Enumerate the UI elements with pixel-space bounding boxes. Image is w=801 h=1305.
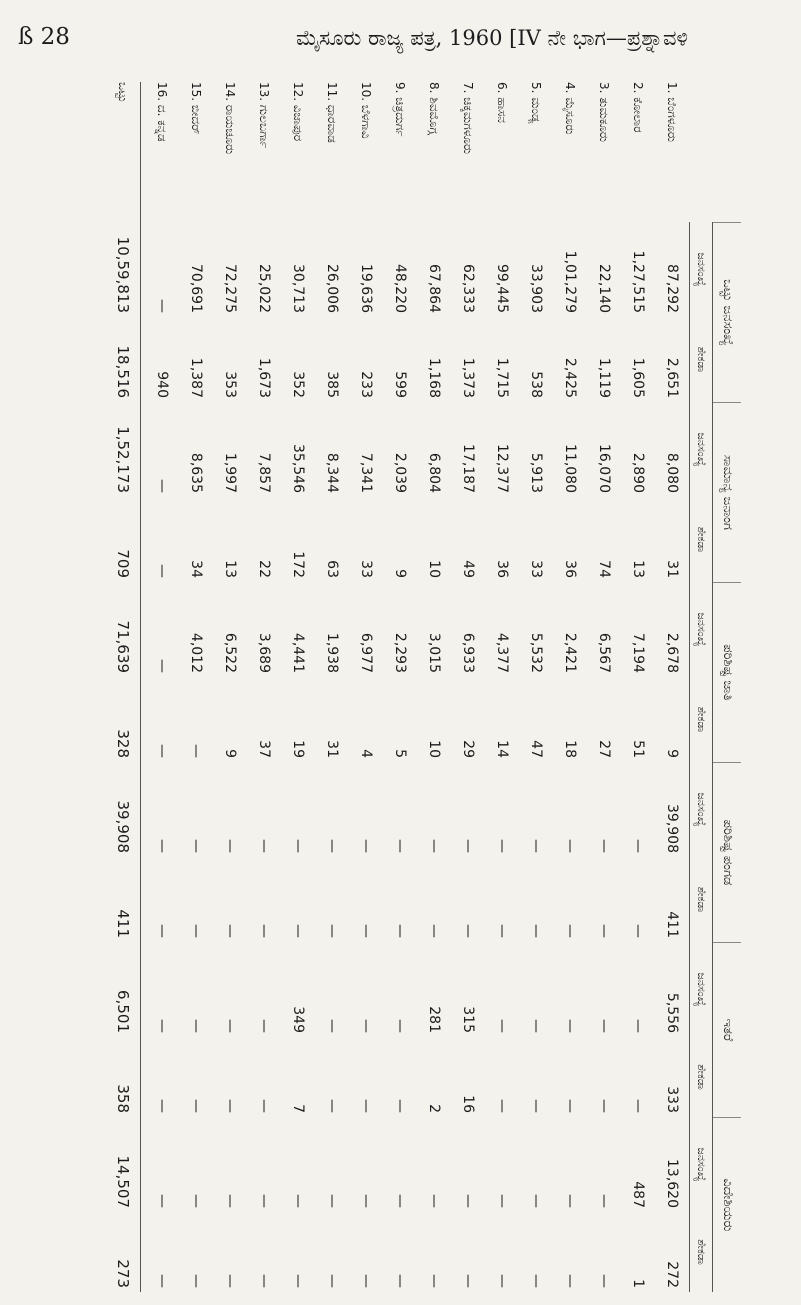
sub-header: ಶೇಕಡಾ — [695, 1064, 708, 1090]
table-cell: — — [154, 1019, 170, 1033]
table-cell: — — [494, 1194, 510, 1208]
table-cell: 273 — [114, 1259, 132, 1288]
table-cell: 272 — [664, 1261, 680, 1288]
table-cell: — — [596, 924, 612, 938]
table-cell: — — [562, 1274, 578, 1288]
table-cell: — — [324, 924, 340, 938]
table-cell: 538 — [528, 371, 544, 398]
table-row — [621, 82, 655, 1292]
table-cell: 172 — [290, 551, 306, 578]
table-cell: 10 — [426, 560, 442, 578]
table-cell: — — [222, 924, 238, 938]
table-cell: 10,59,813 — [114, 236, 132, 313]
table-cell: — — [256, 1274, 272, 1288]
table-cell: — — [392, 1099, 408, 1113]
table-cell: 99,445 — [494, 264, 510, 313]
table-row — [553, 82, 587, 1292]
table-cell: 6,522 — [222, 632, 238, 673]
table-cell: — — [324, 1194, 340, 1208]
table-cell: 7,857 — [256, 452, 272, 493]
table-cell: 13 — [222, 560, 238, 578]
table-cell: — — [256, 924, 272, 938]
row-label: 9. ಚಿತ್ರದುರ್ಗ — [393, 82, 408, 137]
table-cell: — — [154, 839, 170, 853]
table-cell: — — [494, 839, 510, 853]
table-row — [485, 82, 519, 1292]
table-cell: 72,275 — [222, 264, 238, 313]
table-row — [213, 82, 247, 1292]
table-cell: — — [154, 659, 170, 673]
table-cell: 7,341 — [358, 452, 374, 493]
table-cell: — — [426, 924, 442, 938]
table-cell: 8,635 — [188, 452, 204, 493]
table-cell: 36 — [494, 560, 510, 578]
table-cell: — — [630, 924, 646, 938]
table-cell: 36 — [562, 560, 578, 578]
table-cell: 2,293 — [392, 632, 408, 673]
table-cell: 358 — [114, 1084, 132, 1113]
table-cell: 6,567 — [596, 632, 612, 673]
table-cell: 1 — [630, 1279, 646, 1288]
table-cell: — — [630, 839, 646, 853]
table-cell: — — [324, 839, 340, 853]
table-cell: 1,373 — [460, 357, 476, 398]
table-cell: — — [460, 1274, 476, 1288]
table-cell: — — [290, 1194, 306, 1208]
column-group-header: ಇತರೆ — [713, 942, 741, 1117]
column-group-header: ಸಾಮಾನ್ಯ ಜನಾಂಗ — [713, 402, 741, 582]
table-cell: 63 — [324, 560, 340, 578]
table-cell: — — [188, 924, 204, 938]
column-group-headers — [712, 222, 741, 1292]
table-cell: 29 — [460, 740, 476, 758]
page-number: ß 28 — [18, 24, 70, 50]
table-cell: 12,377 — [494, 444, 510, 493]
table-row — [349, 82, 383, 1292]
sub-header: ಜನಸಂಖ್ಯೆ — [695, 612, 708, 647]
table-cell: 1,387 — [188, 357, 204, 398]
table-cell: — — [494, 1274, 510, 1288]
table-cell: — — [562, 1194, 578, 1208]
table-cell: — — [256, 1019, 272, 1033]
table-cell: 11,080 — [562, 444, 578, 493]
table-cell: — — [596, 1099, 612, 1113]
table-cell: — — [324, 1274, 340, 1288]
row-label: 10. ಬೆಳಗಾವಿ — [359, 82, 374, 139]
table-row — [519, 82, 553, 1292]
table-cell: 9 — [392, 569, 408, 578]
table-cell: — — [358, 839, 374, 853]
table-cell: — — [154, 1099, 170, 1113]
table-cell: 2,425 — [562, 357, 578, 398]
table-row — [281, 82, 315, 1292]
table-cell: — — [256, 839, 272, 853]
table-cell: — — [154, 744, 170, 758]
table-cell: 26,006 — [324, 264, 340, 313]
table-cell: 30,713 — [290, 264, 306, 313]
table-cell: — — [630, 1019, 646, 1033]
table-cell: — — [358, 1019, 374, 1033]
table-cell: — — [290, 924, 306, 938]
table-cell: 8,344 — [324, 452, 340, 493]
table-row — [247, 82, 281, 1292]
row-label: 6. ಹಾಸನ — [495, 82, 510, 123]
table-cell: — — [528, 839, 544, 853]
table-cell: 328 — [114, 729, 132, 758]
table-cell: — — [188, 839, 204, 853]
table-cell: 48,220 — [392, 264, 408, 313]
row-label: 2. ಕೋಲಾರ — [631, 82, 646, 133]
table-cell: — — [256, 1099, 272, 1113]
row-label: 7. ಚಿಕ್ಕಮಗಳೂರು — [461, 82, 476, 155]
table-cell: 22,140 — [596, 264, 612, 313]
table-row — [655, 82, 689, 1292]
table-cell: 18,516 — [114, 345, 132, 398]
table-cell: 7 — [290, 1104, 306, 1113]
row-label: ಒಟ್ಟು — [116, 82, 131, 103]
table-cell: — — [392, 1194, 408, 1208]
table-cell: 16 — [460, 1095, 476, 1113]
table-cell: 349 — [290, 1006, 306, 1033]
column-sub-headers — [689, 222, 712, 1292]
table-row — [383, 82, 417, 1292]
table-cell: 2,039 — [392, 452, 408, 493]
table-cell: 70,691 — [188, 264, 204, 313]
table-cell: — — [154, 1274, 170, 1288]
table-cell: — — [222, 839, 238, 853]
table-cell: — — [154, 924, 170, 938]
table-cell: 49 — [460, 560, 476, 578]
header-title: ಮೈಸೂರು ರಾಜ್ಯ ಪತ್ರ, 1960 [IV ನೇ ಭಾಗ—ಪ್ರಶ್ನಾವಳಿ — [296, 26, 688, 50]
table-cell: — — [290, 1274, 306, 1288]
table-cell: 87,292 — [664, 264, 680, 313]
column-group-header: ಒಟ್ಟು ಜನಸಂಖ್ಯೆ — [713, 222, 741, 402]
table-cell: — — [528, 1274, 544, 1288]
table-cell: — — [324, 1099, 340, 1113]
table-cell: — — [188, 1274, 204, 1288]
table-cell: 2,651 — [664, 357, 680, 398]
table-cell: 3,689 — [256, 632, 272, 673]
table-cell: 62,333 — [460, 264, 476, 313]
table-cell: 411 — [114, 909, 132, 938]
table-cell: — — [154, 564, 170, 578]
table-cell: 74 — [596, 560, 612, 578]
table-cell: — — [494, 1099, 510, 1113]
sub-header: ಜನಸಂಖ್ಯೆ — [695, 252, 708, 287]
table-cell: 4 — [358, 749, 374, 758]
table-cell: 315 — [460, 1006, 476, 1033]
table-cell: — — [630, 1099, 646, 1113]
table-cell: 599 — [392, 371, 408, 398]
table-cell: — — [154, 299, 170, 313]
table-cell: — — [358, 1194, 374, 1208]
table-cell: 31 — [664, 560, 680, 578]
table-cell: — — [188, 1099, 204, 1113]
table-cell: 34 — [188, 560, 204, 578]
sub-header: ಜನಸಂಖ್ಯೆ — [695, 792, 708, 827]
table-cell: 19,636 — [358, 264, 374, 313]
sub-header: ಜನಸಂಖ್ಯೆ — [695, 972, 708, 1007]
table-cell: 17,187 — [460, 444, 476, 493]
table-cell: 233 — [358, 371, 374, 398]
table-cell: — — [188, 744, 204, 758]
table-cell: — — [324, 1019, 340, 1033]
table-cell: — — [222, 1274, 238, 1288]
row-label: 14. ರಾಯಚೂರು — [223, 82, 238, 155]
table-cell: 4,377 — [494, 632, 510, 673]
table-cell: — — [596, 839, 612, 853]
table-cell: — — [596, 1019, 612, 1033]
sub-header: ಶೇಕಡಾ — [695, 706, 708, 733]
table-cell: 1,01,279 — [562, 250, 578, 313]
table-cell: 2,421 — [562, 632, 578, 673]
table-cell: — — [460, 1194, 476, 1208]
table-cell: — — [562, 924, 578, 938]
table-cell: 6,933 — [460, 632, 476, 673]
table-cell: 33,903 — [528, 264, 544, 313]
table-cell: 1,168 — [426, 357, 442, 398]
table-cell: 10 — [426, 740, 442, 758]
table-cell: 5,532 — [528, 632, 544, 673]
table-cell: — — [596, 1274, 612, 1288]
table-cell: 2,890 — [630, 452, 646, 493]
table-cell: — — [358, 1274, 374, 1288]
statistics-table — [106, 82, 741, 1292]
table-cell: 353 — [222, 371, 238, 398]
row-label: 16. ದ. ಕನ್ನಡ — [155, 82, 170, 142]
table-cell: 2,678 — [664, 632, 680, 673]
column-group-header: ಪರಿಶಿಷ್ಟ ಪಂಗಡ — [713, 762, 741, 942]
table-cell: — — [426, 1274, 442, 1288]
table-cell: 6,804 — [426, 452, 442, 493]
table-cell: 9 — [222, 749, 238, 758]
table-cell: — — [596, 1194, 612, 1208]
table-cell: 385 — [324, 371, 340, 398]
table-cell: 6,977 — [358, 632, 374, 673]
table-cell: 19 — [290, 740, 306, 758]
row-label: 8. ಶಿವಮೊಗ್ಗ — [427, 82, 442, 135]
table-cell: 39,908 — [114, 800, 132, 853]
table-cell: 13 — [630, 560, 646, 578]
table-cell: 25,022 — [256, 264, 272, 313]
table-cell: — — [358, 924, 374, 938]
table-cell: 1,605 — [630, 357, 646, 398]
row-label: 4. ಮೈಸೂರು — [563, 82, 578, 135]
table-cell: 4,441 — [290, 632, 306, 673]
row-label: 12. ವಿಜಾಪುರ — [291, 82, 306, 142]
table-cell: 39,908 — [664, 804, 680, 853]
table-cell: — — [188, 1194, 204, 1208]
table-row — [587, 82, 621, 1292]
table-cell: — — [222, 1099, 238, 1113]
table-cell: — — [154, 479, 170, 493]
table-cell: — — [154, 1194, 170, 1208]
sub-header: ಜನಸಂಖ್ಯೆ — [695, 432, 708, 467]
table-cell: 5 — [392, 749, 408, 758]
table-cell: 33 — [528, 560, 544, 578]
table-cell: 1,27,515 — [630, 250, 646, 313]
table-cell: 27 — [596, 740, 612, 758]
table-row — [179, 82, 213, 1292]
sub-header: ಶೇಕಡಾ — [695, 526, 708, 553]
table-cell: 71,639 — [114, 620, 132, 673]
table-row — [315, 82, 349, 1292]
table-cell: 22 — [256, 560, 272, 578]
table-cell: — — [392, 839, 408, 853]
table-cell: — — [222, 1019, 238, 1033]
table-cell: 37 — [256, 740, 272, 758]
rotated-table-region — [101, 82, 801, 1292]
table-cell: 2 — [426, 1104, 442, 1113]
table-cell: 51 — [630, 740, 646, 758]
sub-header: ಜನಸಂಖ್ಯೆ — [695, 1147, 708, 1182]
sub-header: ಶೇಕಡಾ — [695, 1239, 708, 1265]
table-cell: — — [222, 1194, 238, 1208]
table-cell: — — [426, 839, 442, 853]
table-cell: — — [460, 839, 476, 853]
table-cell: 3,015 — [426, 632, 442, 673]
table-cell: 33 — [358, 560, 374, 578]
table-cell: — — [528, 1099, 544, 1113]
table-cell: 13,620 — [664, 1159, 680, 1208]
row-label: 1. ಬೆಂಗಳೂರು — [665, 82, 680, 143]
sub-header: ಶೇಕಡಾ — [695, 886, 708, 913]
table-cell: — — [494, 924, 510, 938]
table-cell: 1,673 — [256, 357, 272, 398]
row-label: 11. ಧಾರವಾಡ — [325, 82, 340, 143]
table-cell: 7,194 — [630, 632, 646, 673]
table-cell: 709 — [114, 549, 132, 578]
table-cell: 4,012 — [188, 632, 204, 673]
table-cell: 47 — [528, 740, 544, 758]
page-header — [0, 0, 801, 64]
table-cell: — — [188, 1019, 204, 1033]
table-cell: 35,546 — [290, 444, 306, 493]
table-cell: — — [562, 1019, 578, 1033]
table-cell: — — [392, 1019, 408, 1033]
table-cell: 5,913 — [528, 452, 544, 493]
table-row — [417, 82, 451, 1292]
table-cell: 411 — [664, 911, 680, 938]
table-cell: 14 — [494, 740, 510, 758]
table-cell: 14,507 — [114, 1155, 132, 1208]
row-label: 15. ಬೀದರ್ — [189, 82, 204, 135]
table-cell: 352 — [290, 371, 306, 398]
table-row — [451, 82, 485, 1292]
row-label: 5. ಮಂಡ್ಯ — [529, 82, 544, 124]
table-cell: — — [426, 1194, 442, 1208]
table-cell: — — [528, 1019, 544, 1033]
table-cell: — — [290, 839, 306, 853]
table-cell: 281 — [426, 1006, 442, 1033]
row-label: 13. ಗುಲಬರ್ಗಾ — [257, 82, 272, 149]
table-cell: 333 — [664, 1086, 680, 1113]
table-cell: — — [256, 1194, 272, 1208]
table-cell: — — [358, 1099, 374, 1113]
table-cell: 487 — [630, 1181, 646, 1208]
table-cell: — — [528, 924, 544, 938]
row-label: 3. ತುಮಕೂರು — [597, 82, 612, 143]
column-group-header: ವಿದೇಶಿಯರು — [713, 1117, 741, 1292]
table-cell: 1,119 — [596, 357, 612, 398]
table-cell: — — [562, 839, 578, 853]
table-cell: 6,501 — [114, 990, 132, 1033]
table-cell: — — [528, 1194, 544, 1208]
table-cell: — — [392, 924, 408, 938]
table-row — [145, 82, 179, 1292]
table-cell: 1,938 — [324, 632, 340, 673]
table-cell: 5,556 — [664, 992, 680, 1033]
table-cell: 18 — [562, 740, 578, 758]
table-cell: 940 — [154, 371, 170, 398]
table-cell: — — [562, 1099, 578, 1113]
table-cell: 67,864 — [426, 264, 442, 313]
table-cell: — — [494, 1019, 510, 1033]
table-cell: 1,52,173 — [114, 426, 132, 493]
table-cell: 1,997 — [222, 452, 238, 493]
table-body — [106, 82, 689, 1292]
table-cell: — — [460, 924, 476, 938]
table-cell: 31 — [324, 740, 340, 758]
table-cell: 9 — [664, 749, 680, 758]
table-cell: 1,715 — [494, 357, 510, 398]
column-group-header: ಪರಿಶಿಷ್ಟ ಜಾತಿ — [713, 582, 741, 762]
total-row — [106, 82, 141, 1292]
table-cell: 16,070 — [596, 444, 612, 493]
table-cell: 8,080 — [664, 452, 680, 493]
table-cell: — — [392, 1274, 408, 1288]
sub-header: ಶೇಕಡಾ — [695, 346, 708, 373]
